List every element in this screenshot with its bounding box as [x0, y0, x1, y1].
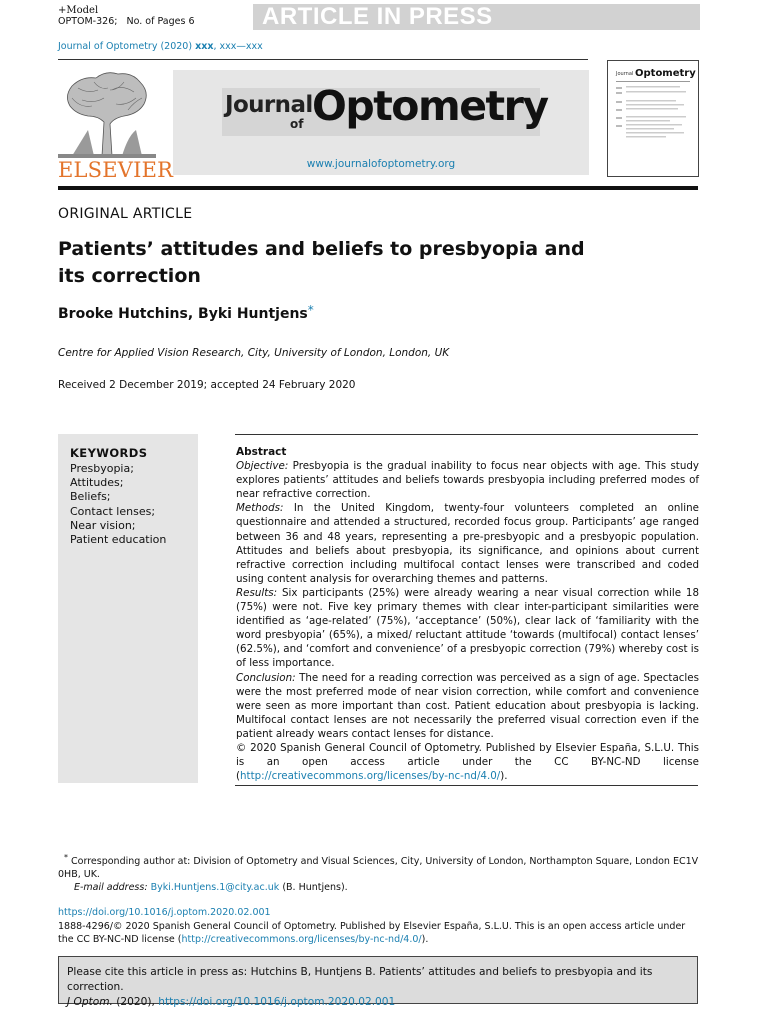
copyright-end: ). [500, 770, 508, 783]
author-list [58, 303, 314, 322]
journal-logo-name: Optometry [312, 82, 548, 130]
methods-text: In the United Kingdom, twenty-four volunteers completed an online questionnaire and attended a structured, recorded focus group. Participants’ age ranged between 36 and 48 years, representing a pre-presbyopic and a presbyopic population. Attitudes and beliefs about presbyopia, its significance, and opinions about current refractive correction including multifocal contact lenses were transcribed and coded using content analysis for overarching themes and patterns. [236, 502, 700, 585]
abstract-block [236, 445, 699, 783]
keyword-item: Near vision; [70, 518, 136, 532]
page-count: No. of Pages 6 [126, 16, 195, 27]
keyword-item: Beliefs; [70, 490, 111, 504]
citation-year: (2020), [116, 996, 155, 1008]
journal-logo-of: of [290, 117, 304, 131]
article-code-line [58, 16, 195, 28]
header-rule [58, 59, 588, 60]
journal-website-link[interactable]: www.journalofoptometry.org [306, 158, 456, 170]
methods-label: Methods: [236, 502, 284, 515]
publisher-name: ELSEVIER [58, 158, 174, 182]
article-code: OPTOM-326; [58, 16, 118, 27]
abstract-results [236, 586, 699, 671]
copyright-text: © 2020 Spanish General Council of Optometry. Published by Elsevier España, S.L.U. This is an open access article under the CC BY-NC-ND license ( [236, 741, 699, 783]
objective-text: Presbyopia is the gradual inability to focus near objects with age. This study explores patients’ attitudes and beliefs towards presbyopia including preferred modes of near refractive correction. [236, 460, 699, 501]
journal-cover-thumbnail [607, 60, 699, 177]
citation-text [67, 965, 692, 1010]
conclusion-text: The need for a reading correction was perceived as a sign of age. Spectacles were the most preferred mode of near vision correction, while comfort and convenience were seen as more important than cost. Patient education about presbyopia is lacking. Multifocal contact lenses are not necessarily the preferred visual correction even if the patient already wears contact lenses for distance. [236, 671, 699, 740]
doi-link[interactable]: https://doi.org/10.1016/j.optom.2020.02.001 [58, 907, 271, 918]
abstract-heading: Abstract [236, 446, 287, 458]
results-text: Six participants (25%) were already wearing a near visual correction while 18 (75%) were not. Five key primary themes with clear inter-participant similarities were identified as ‘age-related’ (75%), ‘acceptance’ (50%), clear lack of ‘familiarity with the word presbyopia’ (65%), a mixed/ reluctant attitude ‘towards (multifocal) contact lenses’ (62.5%), and ‘comfort and convenience’ of a presbyopic correction (79%) whereby cost is of less importance. [236, 586, 699, 670]
keyword-item: Attitudes; [70, 476, 124, 490]
issn-copyright [58, 920, 700, 946]
objective-label: Objective: [236, 460, 289, 473]
journal-ref-pages: , xxx—xxx [213, 41, 263, 52]
cover-title: Optometry [635, 68, 696, 79]
journal-ref-prefix: Journal of Optometry (2020) [58, 41, 193, 52]
citation-sentence: Please cite this article in press as: Hutchins B, Huntjens B. Patients’ attitudes and beliefs to presbyopia and its correction. [67, 966, 653, 993]
email-link[interactable]: Byki.Huntjens.1@city.ac.uk [150, 882, 280, 894]
model-label: +Model [58, 5, 99, 16]
keyword-item: Presbyopia; [70, 462, 134, 475]
corresponding-footnote [58, 851, 700, 894]
keyword-item: Patient education [70, 533, 167, 547]
issn-text: 1888-4296/© 2020 Spanish General Council of Optometry. Published by Elsevier España, S.L.U. This is an open access article under the CC BY-NC-ND license ( [58, 921, 686, 945]
corresponding-text: Corresponding author at: Division of Optometry and Visual Sciences, City, University of London, Northampton Square, London EC1V 0HB, UK. [58, 856, 699, 881]
article-type: ORIGINAL ARTICLE [58, 206, 193, 222]
footnote-mark: * [64, 853, 68, 862]
license-link[interactable]: http://creativecommons.org/licenses/by-nc-nd/4.0/ [240, 770, 501, 783]
keywords-list [70, 462, 166, 547]
abstract-conclusion [236, 671, 699, 741]
masthead-rule [58, 186, 698, 190]
corresponding-author-link[interactable]: * [307, 303, 314, 317]
conclusion-label: Conclusion: [236, 671, 296, 684]
received-dates: Received 2 December 2019; accepted 24 February 2020 [58, 379, 356, 391]
citation-journal: J Optom. [67, 996, 113, 1008]
cover-page-icon [608, 61, 698, 176]
email-owner: (B. Huntjens). [282, 882, 348, 894]
email-line [58, 881, 700, 894]
abstract-rule-bottom [235, 785, 698, 786]
journal-ref-volume: xxx [195, 41, 214, 52]
abstract-objective [236, 459, 699, 501]
keywords-heading: KEYWORDS [70, 446, 148, 460]
keyword-item: Contact lenses; [70, 504, 156, 518]
journal-reference[interactable] [58, 41, 263, 52]
citation-doi-link[interactable]: https://doi.org/10.1016/j.optom.2020.02.001 [158, 996, 396, 1008]
issn-end: ). [421, 934, 429, 945]
article-title: Patients’ attitudes and beliefs to presbyopia and its correction [58, 238, 585, 287]
results-label: Results: [236, 586, 278, 599]
issn-license-link[interactable]: http://creativecommons.org/licenses/by-nc-nd/4.0/ [181, 934, 422, 945]
authors-names: Brooke Hutchins, Byki Huntjens [58, 306, 308, 322]
email-label: E-mail address: [74, 882, 148, 894]
journal-logo-word: Journal [225, 92, 313, 118]
in-press-label: ARTICLE IN PRESS [262, 3, 493, 30]
abstract-rule-top [235, 434, 698, 435]
svg-text:Journal: Journal [616, 71, 634, 77]
elsevier-tree-logo [58, 70, 156, 158]
abstract-copyright [236, 741, 699, 783]
corresponding-address [58, 851, 700, 881]
abstract-methods [236, 501, 699, 586]
affiliation: Centre for Applied Vision Research, City, University of London, London, UK [58, 347, 450, 359]
